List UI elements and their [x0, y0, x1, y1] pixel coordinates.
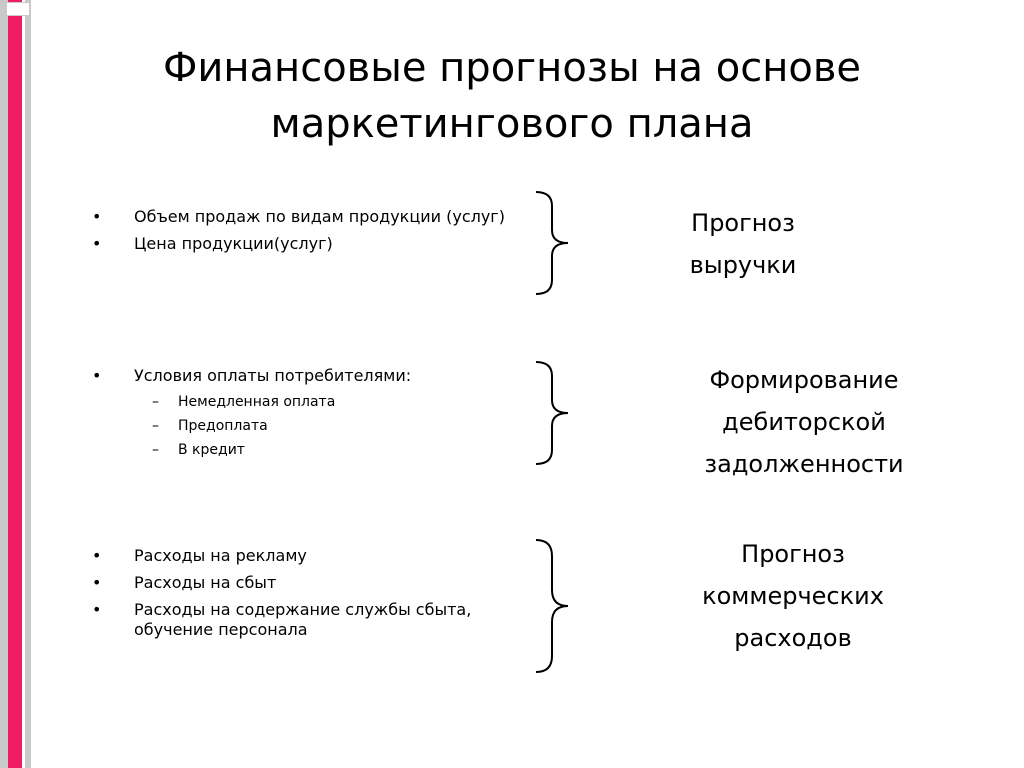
- left-stripe-gray: [0, 0, 8, 768]
- bullet-list: [92, 366, 532, 386]
- sub-list-item: – Предоплата: [92, 417, 532, 435]
- result-line: выручки: [689, 251, 797, 279]
- bullet-list: [92, 207, 532, 254]
- left-stripe-accent: [8, 0, 22, 768]
- left-stripe-gray-outer: [25, 0, 31, 768]
- sub-list-item: – В кредит: [92, 441, 532, 459]
- curly-brace-icon: [534, 190, 574, 296]
- list-item: • Расходы на рекламу: [92, 546, 532, 566]
- result-receivables: [670, 359, 938, 485]
- list-item: • Условия оплаты потребителями:: [92, 366, 532, 386]
- page-title: [100, 40, 924, 152]
- sub-list-item: – Немедленная оплата: [92, 393, 532, 411]
- group-payment-terms: [92, 366, 532, 465]
- result-revenue-forecast: [640, 202, 846, 286]
- list-item: • Объем продаж по видам продукции (услуг): [92, 207, 532, 227]
- result-line: коммерческих: [702, 582, 884, 610]
- result-line: дебиторской: [722, 408, 886, 436]
- sub-list: [92, 393, 532, 459]
- left-stripe-cap: [6, 2, 30, 16]
- result-line: Прогноз: [691, 209, 795, 237]
- list-item: • Расходы на содержание службы сбыта, обучение персонала: [92, 600, 532, 640]
- title-line-1: Финансовые прогнозы на основе: [162, 45, 862, 91]
- bullet-list: [92, 546, 532, 640]
- result-selling-expenses-forecast: [660, 533, 926, 659]
- curly-brace-icon: [534, 360, 574, 466]
- result-line: задолженности: [704, 450, 904, 478]
- list-item: • Расходы на сбыт: [92, 573, 532, 593]
- group-revenue-inputs: [92, 207, 532, 261]
- curly-brace-icon: [534, 538, 574, 674]
- result-line: Прогноз: [741, 540, 845, 568]
- group-selling-expenses: [92, 546, 532, 647]
- result-line: Формирование: [709, 366, 899, 394]
- result-line: расходов: [734, 624, 852, 652]
- list-item: • Цена продукции(услуг): [92, 234, 532, 254]
- title-line-2: маркетингового плана: [270, 101, 754, 147]
